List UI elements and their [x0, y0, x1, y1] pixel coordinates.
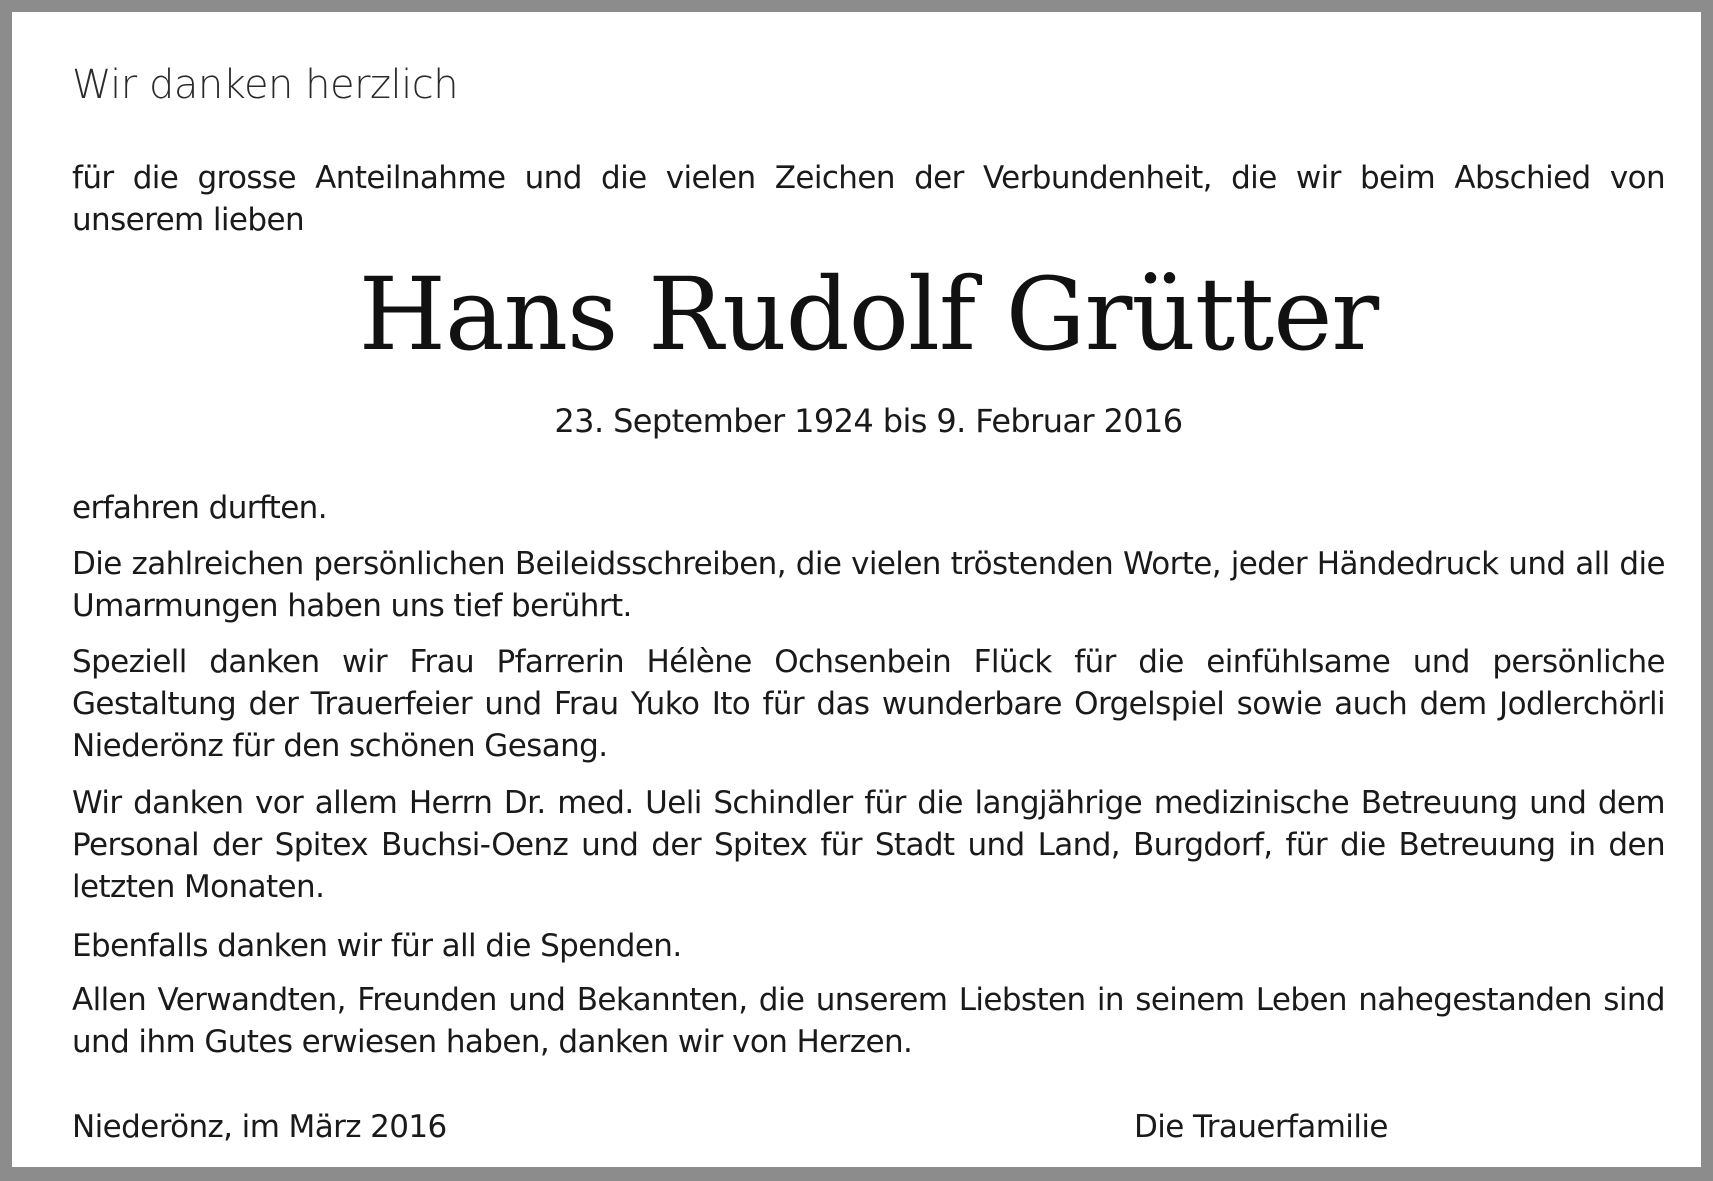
paragraph-5: Ebenfalls danken wir für all die Spenden.: [72, 928, 682, 964]
life-dates: 23. September 1924 bis 9. Februar 2016: [554, 402, 1183, 440]
place-date: Niederönz, im März 2016: [72, 1109, 447, 1145]
deceased-name: Hans Rudolf Grütter: [358, 256, 1379, 373]
intro-paragraph: für die grosse Anteilnahme und die vielen Zeichen der Verbundenheit, die wir beim Abschied von unserem lieben: [72, 160, 1665, 238]
signature: Die Trauerfamilie: [1134, 1109, 1388, 1145]
notice-heading: Wir danken herzlich: [72, 62, 459, 108]
paragraph-6: Allen Verwandten, Freunden und Bekannten, die unserem Liebsten in seinem Leben nahegestanden sind und ihm Gutes erwiesen haben, danken wir von Herzen.: [72, 982, 1665, 1060]
paragraph-3: Speziell danken wir Frau Pfarrerin Hélène Ochsenbein Flück für die einfühlsame und persönliche Gestaltung der Trauerfeier und Frau Yuko Ito für das wunderbare Orgelspiel sowie auch dem Jodlerchörli Niederönz für den schönen Gesang.: [72, 644, 1665, 764]
paragraph-2: Die zahlreichen persönlichen Beileidsschreiben, die vielen tröstenden Worte, jeder Händedruck und all die Umarmungen haben uns tief berührt.: [72, 546, 1665, 624]
paragraph-4: Wir danken vor allem Herrn Dr. med. Ueli Schindler für die langjährige medizinische Betreuung und dem Personal der Spitex Buchsi-Oenz und der Spitex für Stadt und Land, Burgdorf, für die Betreuung in den letzten Monaten.: [72, 785, 1665, 905]
paragraph-1: erfahren durften.: [72, 490, 327, 526]
